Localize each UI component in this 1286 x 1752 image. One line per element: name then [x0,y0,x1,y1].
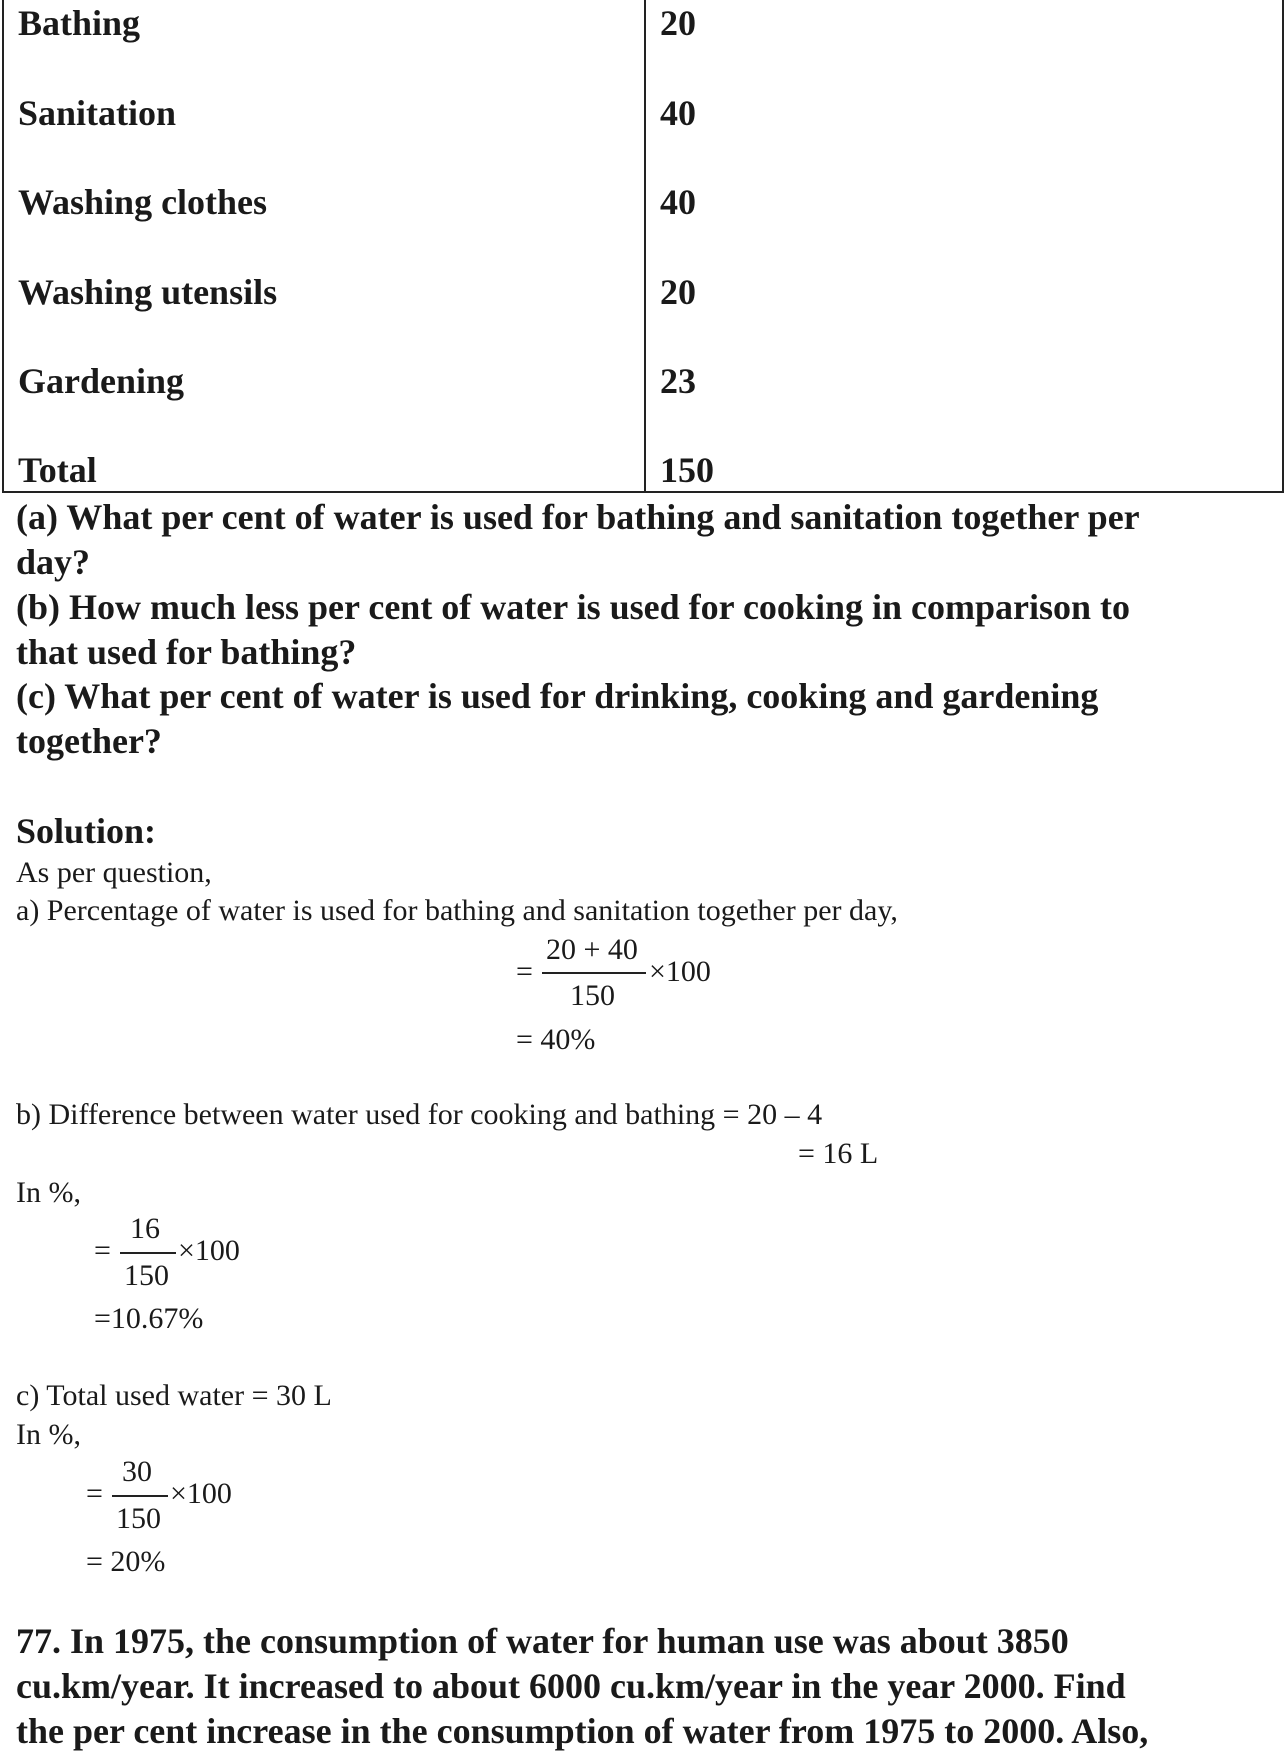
table-cell-activity: Washing clothes [18,182,268,222]
table-cell-activity: Total [18,450,97,490]
solution-a-multiplier: ×100 [649,955,711,988]
solution-a-equals: = [516,955,533,988]
table-cell-amount: 40 [660,93,696,133]
solution-intro: As per question, [16,856,212,889]
solution-b-result-litres: = 16 L [798,1137,879,1170]
question-77-line1: 77. In 1975, the consumption of water for human use was about 3850 [16,1621,1069,1661]
solution-c-fraction-bar [112,1495,168,1497]
solution-b-denominator: 150 [124,1259,169,1292]
question-c-line1: (c) What per cent of water is used for drinking, cooking and gardening [16,676,1099,716]
question-b-line1: (b) How much less per cent of water is used for cooking in comparison to [16,587,1130,627]
solution-a-text: a) Percentage of water is used for bathing and sanitation together per day, [16,894,898,927]
solution-a-fraction-bar [542,972,646,974]
solution-heading: Solution: [16,811,157,851]
solution-b-result: =10.67% [94,1302,204,1335]
solution-c-denominator: 150 [116,1502,161,1535]
solution-b-text: b) Difference between water used for cooking and bathing = 20 – 4 [16,1098,823,1131]
table-cell-activity: Washing utensils [18,272,278,312]
solution-c-numerator: 30 [122,1455,152,1488]
solution-c-text: c) Total used water = 30 L [16,1379,332,1412]
question-c-line2: together? [16,721,162,761]
solution-b-equals: = [94,1234,111,1267]
table-cell-activity: Sanitation [18,93,177,133]
solution-a-result: = 40% [516,1023,596,1056]
question-a-line2: day? [16,542,91,582]
solution-b-multiplier: ×100 [178,1234,240,1267]
solution-b-fraction-bar [120,1252,176,1254]
table-cell-activity: Gardening [18,361,185,401]
question-a-line1: (a) What per cent of water is used for bathing and sanitation together per [16,497,1140,537]
table-cell-amount: 150 [660,450,714,490]
table-cell-amount: 40 [660,182,696,222]
solution-c-equals: = [86,1477,103,1510]
solution-a-numerator: 20 + 40 [546,933,638,966]
table-cell-amount: 20 [660,3,696,43]
question-77-line3: the per cent increase in the consumption of water from 1975 to 2000. Also, [16,1711,1149,1751]
solution-b-in-percent: In %, [16,1176,81,1209]
table-column-divider [644,0,646,491]
water-usage-table [2,0,1284,493]
solution-c-in-percent: In %, [16,1418,81,1451]
table-cell-amount: 23 [660,361,696,401]
solution-b-numerator: 16 [130,1212,160,1245]
question-b-line2: that used for bathing? [16,632,357,672]
solution-c-multiplier: ×100 [170,1477,232,1510]
solution-c-result: = 20% [86,1545,166,1578]
question-77-line2: cu.km/year. It increased to about 6000 cu.km/year in the year 2000. Find [16,1666,1126,1706]
table-cell-activity: Bathing [18,3,141,43]
table-cell-amount: 20 [660,272,696,312]
solution-a-denominator: 150 [570,979,615,1012]
